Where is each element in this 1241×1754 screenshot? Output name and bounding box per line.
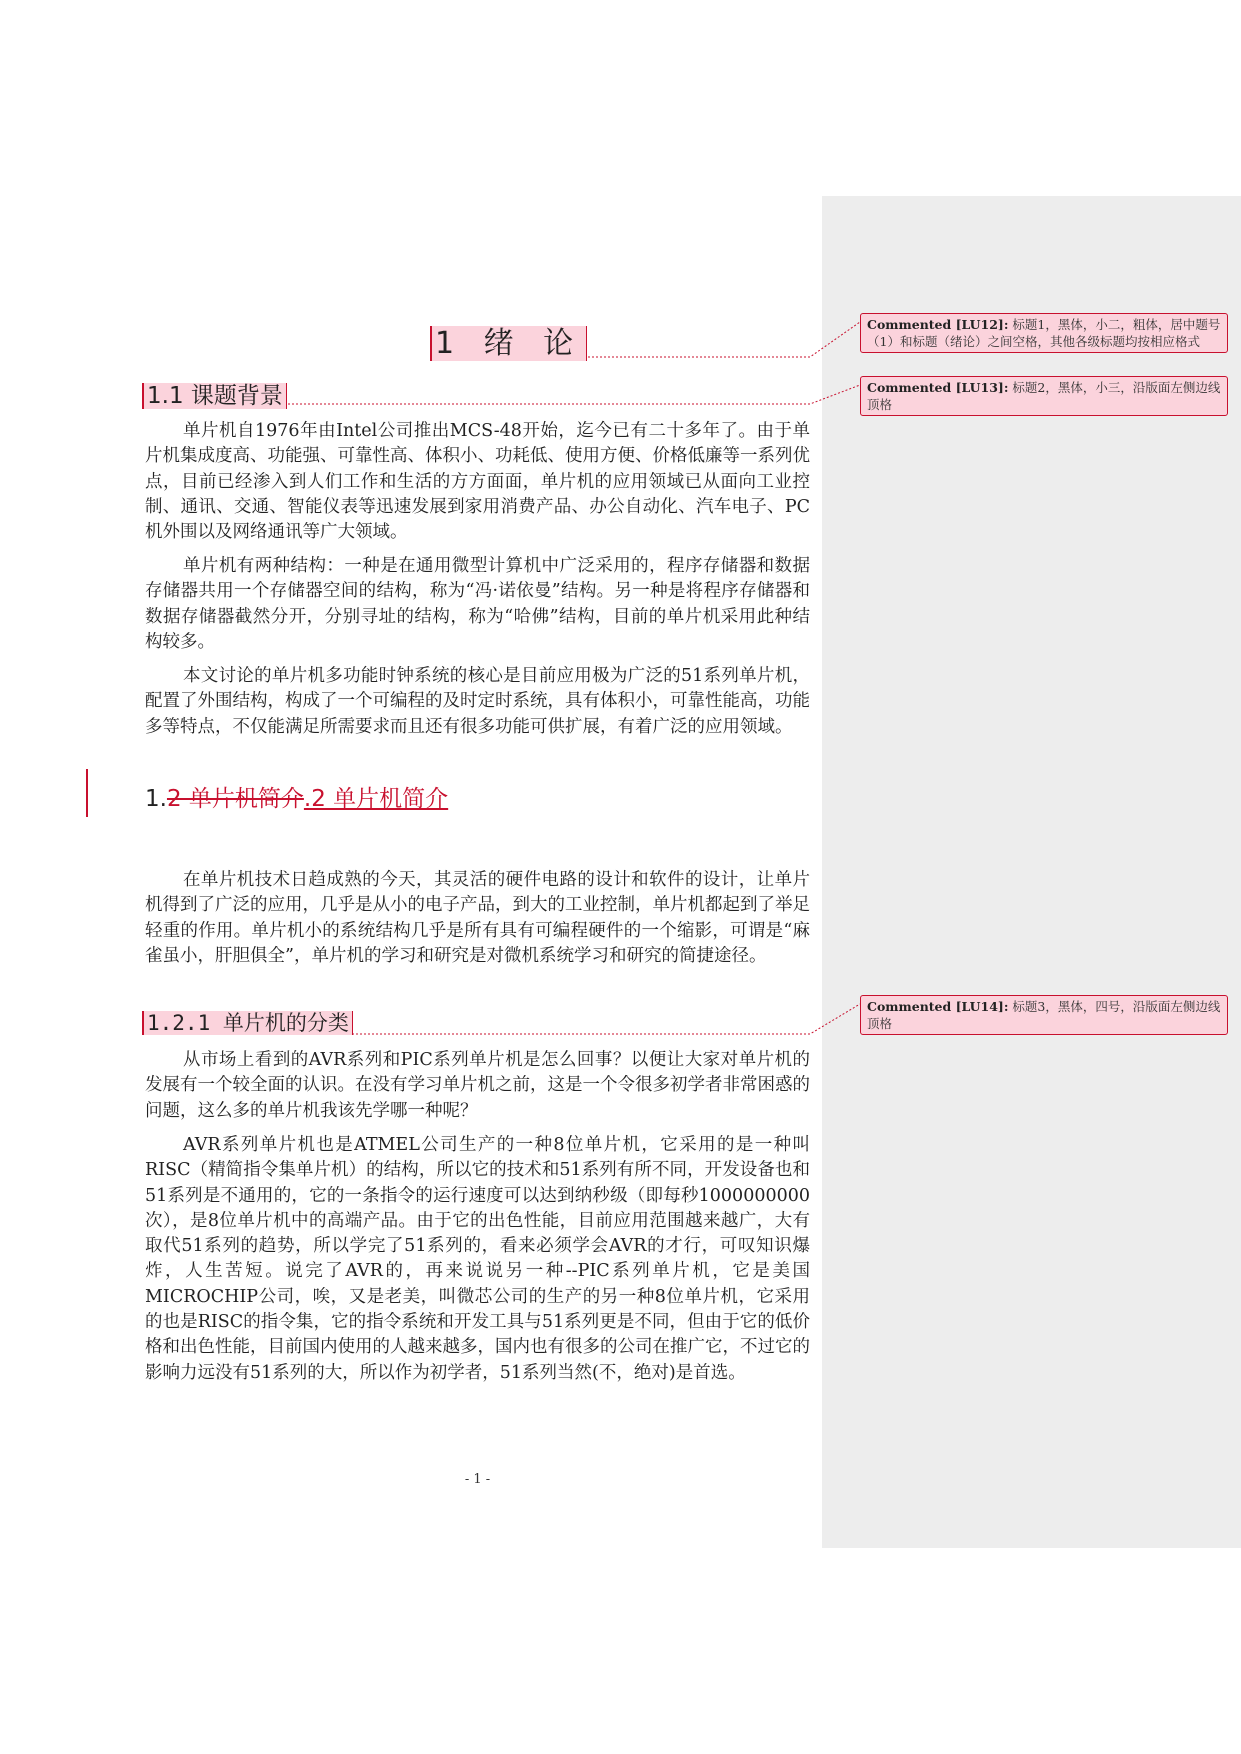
paragraph-1-2-1-a: 从市场上看到的AVR系列和PIC系列单片机是怎么回事？以便让大家对单片机的发展有一个较全面的认识。在没有学习单片机之前，这是一个令很多初学者非常困惑的问题，这么多的单片机我该先学哪一种呢？: [145, 1050, 810, 1121]
heading-inserted-text: .2 单片机简介: [303, 786, 449, 812]
paragraph-1-1-a: 单片机自1976年由Intel公司推出MCS-48开始，迄今已有二十多年了。由于单片机集成度高、功能强、可靠性高、体积小、功耗低、使用方便、价格低廉等一系列优点，目前已经渗入到人们工作和生活的方方面面，单片机的应用领域已从面向工业控制、通讯、交通、智能仪表等迅速发展到家用消费产品、办公自动化、汽车电子、PC机外围以及网络通讯等广大领域。: [145, 421, 810, 543]
section-heading-1-2-1-text: 1.2.1 单片机的分类: [142, 1011, 353, 1035]
heading-kept-text: 1.: [145, 786, 167, 812]
paragraph-1-2: 在单片机技术日趋成熟的今天，其灵活的硬件电路的设计和软件的设计，让单片机得到了广泛的应用，几乎是从小的电子产品，到大的工业控制，单片机都起到了举足轻重的作用。单片机小的系统结构几乎是所有具有可编程硬件的一个缩影，可谓是“麻雀虽小，肝胆俱全”，单片机的学习和研究是对微机系统学习和研究的简捷途径。: [145, 870, 810, 966]
paragraph-1-2-1-b: AVR系列单片机也是ATMEL公司生产的一种8位单片机，它采用的是一种叫RISC（精简指令集单片机）的结构，所以它的技术和51系列有所不同，开发设备也和51系列是不通用的，它的一条指令的运行速度可以达到纳秒级（即每秒1000000000次），是8位单片机中的高端产品。由于它的出色性能，目前应用范围越来越广，大有取代51系列的趋势，所以学完了51系列的，看来必须学会AVR的才行，可叹知识爆炸，人生苦短。说完了AVR的，再来说说另一种--PIC系列单片机，它是美国MICROCHIP公司，唉，又是老美，叫微芯公司的生产的另一种8位单片机，它采用的也是RISC的指令集，它的指令系统和开发工具与51系列更是不同，但由于它的低价格和出色性能，目前国内使用的人越来越多，国内也有很多的公司在推广它，不过它的影响力远没有51系列的大，所以作为初学者，51系列当然(不，绝对)是首选。: [145, 1135, 810, 1383]
section-heading-1-1[interactable]: [142, 377, 287, 410]
comment-text: 标题3，黑体，四号，沿版面左侧边线顶格: [867, 999, 1221, 1031]
paragraph-1-1-c: 本文讨论的单片机多功能时钟系统的核心是目前应用极为广泛的51系列单片机，配置了外围结构，构成了一个可编程的及时定时系统，具有体积小，可靠性能高，功能多等特点，不仅能满足所需要求而且还有很多功能可供扩展，有着广泛的应用领域。: [145, 666, 810, 737]
section-heading-1-2-1[interactable]: [142, 1007, 353, 1037]
comment-balloon-lu13[interactable]: [860, 376, 1228, 416]
chapter-title-text: 1 绪 论: [430, 326, 587, 361]
comment-text: 标题2，黑体，小三，沿版面左侧边线顶格: [867, 380, 1221, 412]
comment-label: Commented [LU12]:: [867, 317, 1009, 332]
heading-deleted-text: 2 单片机简介: [166, 786, 304, 812]
paragraph-1-1-b: 单片机有两种结构：一种是在通用微型计算机中广泛采用的，程序存储器和数据存储器共用一个存储器空间的结构，称为“冯·诺依曼”结构。另一种是将程序存储器和数据存储器截然分开，分别寻址的结构，称为“哈佛”结构，目前的单片机采用此种结构较多。: [145, 556, 810, 652]
section-heading-1-2[interactable]: [145, 780, 448, 813]
section-heading-1-1-text: 1.1 课题背景: [142, 383, 287, 409]
chapter-title[interactable]: [426, 318, 591, 362]
comment-label: Commented [LU14]:: [867, 999, 1009, 1014]
revision-change-bar: [86, 769, 88, 817]
page-number: - 1 -: [464, 1472, 491, 1487]
comment-text: 标题1，黑体，小二，粗体，居中题号（1）和标题（绪论）之间空格，其他各级标题均按相应格式: [867, 317, 1221, 349]
comment-label: Commented [LU13]:: [867, 380, 1009, 395]
comment-balloon-lu12[interactable]: [860, 313, 1228, 353]
comment-balloon-lu14[interactable]: [860, 995, 1228, 1035]
